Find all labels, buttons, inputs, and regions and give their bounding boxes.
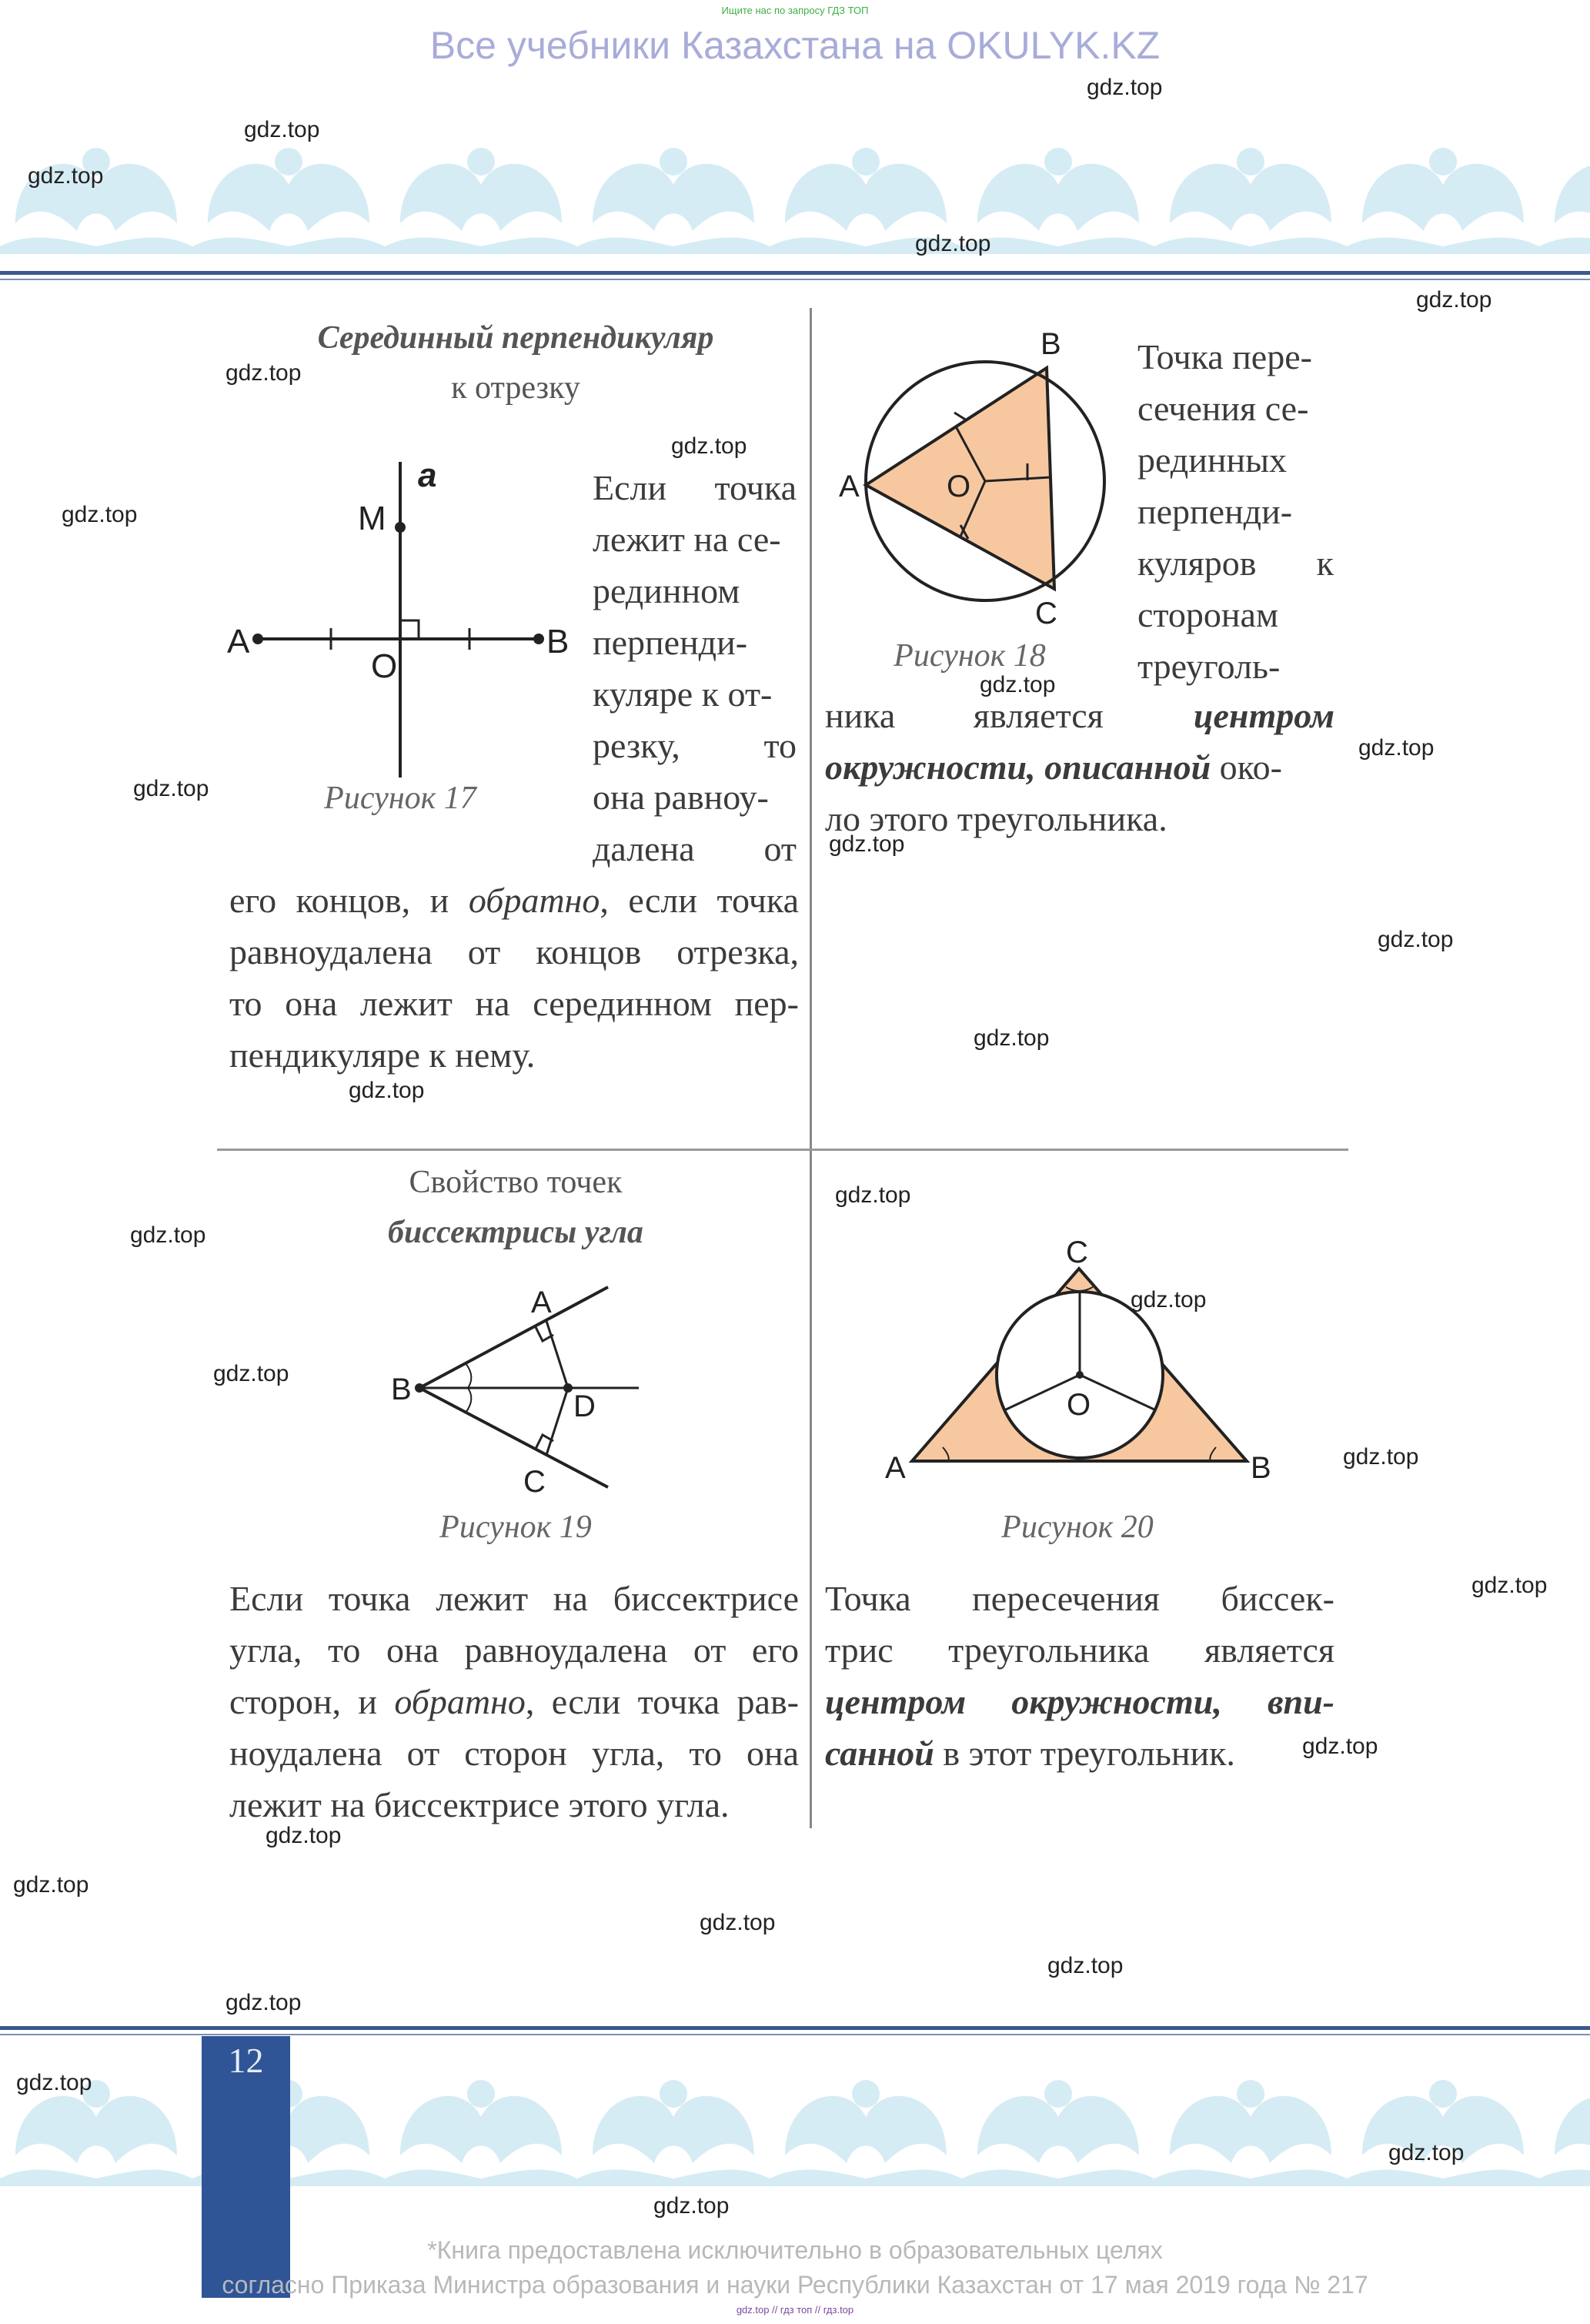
section3-heading: Свойство точек: [409, 1165, 623, 1200]
text-line: [825, 741, 1334, 793]
text-line: равноудалена от концов отрезка,: [229, 932, 799, 971]
text-line: рединном: [593, 571, 740, 610]
watermark: gdz.top: [213, 1361, 289, 1386]
watermark: gdz.top: [835, 1182, 911, 1208]
text-line: Если точка: [593, 468, 797, 507]
text-line: треуголь-: [1137, 647, 1281, 686]
watermark: gdz.top: [28, 163, 104, 189]
text-line: она равноу-: [593, 777, 769, 817]
text-line: куляре к от-: [593, 674, 773, 714]
row-divider: [217, 1149, 1348, 1151]
fig17-label-a-point: A: [227, 623, 250, 660]
column-divider: [810, 308, 812, 1828]
section1-subheading: к отрезку: [451, 370, 580, 406]
fig19-label-c: C: [523, 1465, 546, 1499]
watermark: gdz.top: [1416, 287, 1492, 313]
top-small-note: Ищите нас по запросу ГДЗ ТОП: [721, 5, 869, 16]
fig17-label-o: O: [371, 647, 398, 685]
text-line: Точка пересечения биссек-: [825, 1579, 1334, 1618]
text-part: ника является: [825, 696, 1104, 735]
text-line: резку, то: [593, 726, 797, 765]
text-line: Точка пере-: [1137, 337, 1312, 376]
top-rule: [0, 271, 1590, 275]
watermark: gdz.top: [1388, 2140, 1465, 2165]
text-line: ноудалена от сторон угла, то она: [229, 1734, 799, 1773]
watermark: gdz.top: [16, 2070, 92, 2095]
figure-20-caption: Рисунок 20: [1001, 1510, 1154, 1545]
fig20-label-b: B: [1251, 1451, 1271, 1485]
watermark: gdz.top: [349, 1078, 425, 1103]
text-line: перпенди-: [1137, 492, 1293, 531]
watermark: gdz.top: [13, 1872, 89, 1898]
section3-text: [229, 1573, 799, 1831]
fig20-label-c: C: [1066, 1239, 1088, 1269]
watermark: gdz.top: [671, 433, 747, 459]
fig18-label-c: C: [1035, 597, 1057, 630]
watermark: gdz.top: [62, 502, 138, 527]
section1-text-full: [229, 874, 799, 1081]
figure-19-caption: Рисунок 19: [439, 1510, 592, 1545]
watermark: gdz.top: [225, 1990, 302, 2015]
fig19-label-d: D: [573, 1389, 596, 1423]
site-title: Все учебники Казахстана на OKULYK.KZ: [429, 24, 1161, 67]
figure-17-caption: Рисунок 17: [324, 781, 476, 816]
fig18-label-o: O: [947, 470, 971, 503]
text-line: сторонам: [1137, 595, 1279, 634]
figure-17: [223, 446, 593, 785]
watermark: gdz.top: [1131, 1287, 1207, 1312]
section1-text-column: [593, 462, 797, 874]
text-line: перпенди-: [593, 623, 748, 662]
watermark: gdz.top: [1378, 927, 1454, 952]
watermark: gdz.top: [130, 1222, 206, 1248]
text-line: сечения се-: [1137, 389, 1309, 428]
fig17-label-b: B: [546, 623, 570, 660]
fig18-label-b: B: [1041, 327, 1061, 361]
bottom-rule: [0, 2026, 1590, 2030]
fig20-label-a: A: [885, 1451, 906, 1485]
section3-subheading: биссектрисы угла: [388, 1215, 643, 1250]
text-line: [825, 690, 1334, 741]
text-bold: санной: [825, 1734, 934, 1773]
text-part: сторон, и: [229, 1682, 395, 1721]
watermark: gdz.top: [133, 776, 209, 801]
text-bold: центром: [1193, 696, 1334, 735]
section2-text-column: [1137, 331, 1334, 692]
footer-line2: согласно Приказа Министра образования и науки Республики Казахстан от 17 мая 2019 года № 217: [222, 2271, 1368, 2299]
page-number: 12: [228, 2041, 264, 2080]
text-line: лежит на биссектрисе этого угла.: [229, 1785, 730, 1824]
text-line: рединных: [1137, 440, 1287, 480]
watermark: gdz.top: [829, 831, 905, 857]
watermark: gdz.top: [225, 360, 302, 386]
watermark: gdz.top: [1087, 75, 1163, 100]
watermark: gdz.top: [980, 672, 1056, 697]
fig17-label-a: a: [418, 456, 437, 494]
bottom-rule-thin: [0, 2034, 1590, 2035]
text-line: далена от: [593, 829, 797, 868]
watermark: gdz.top: [700, 1910, 776, 1935]
figure-20: [877, 1239, 1278, 1493]
text-line: трис треугольника является: [825, 1630, 1334, 1670]
figure-18: [831, 323, 1139, 639]
text-part: око-: [1211, 747, 1282, 787]
watermark: gdz.top: [653, 2193, 730, 2219]
text-line: то она лежит на серединном пер-: [229, 984, 799, 1023]
top-rule-thin: [0, 279, 1590, 280]
top-ornament: [0, 131, 1590, 254]
section4-text: [825, 1573, 1334, 1779]
text-bold: окружности, описанной: [825, 747, 1211, 787]
watermark: gdz.top: [1047, 1953, 1124, 1978]
footer-small: gdz.top // гдз топ // гдз.top: [736, 2304, 854, 2316]
text-line: [825, 1727, 1334, 1779]
text-part: в этот треугольник.: [934, 1734, 1235, 1773]
text-line: пендикуляре к нему.: [229, 1035, 536, 1075]
text-line: куляров к: [1137, 543, 1334, 583]
figure-18-caption: Рисунок 18: [894, 638, 1046, 674]
text-part: , если точка рав-: [525, 1682, 799, 1721]
text-line: его концов, и обратно, если точка: [229, 881, 800, 920]
fig19-label-a: A: [531, 1286, 552, 1319]
fig17-label-m: M: [358, 500, 386, 537]
figure-19: [385, 1278, 662, 1501]
fig19-label-b: B: [391, 1373, 412, 1406]
text-line: Если точка лежит на биссектрисе: [229, 1579, 799, 1618]
text-line: [229, 1676, 799, 1727]
watermark: gdz.top: [1358, 735, 1435, 761]
watermark: gdz.top: [244, 117, 320, 142]
watermark: gdz.top: [974, 1025, 1050, 1051]
watermark: gdz.top: [1471, 1573, 1548, 1598]
fig18-label-a: A: [839, 470, 860, 503]
watermark: gdz.top: [915, 231, 991, 256]
watermark: gdz.top: [1343, 1444, 1419, 1470]
section2-text-full: [825, 690, 1334, 844]
text-line: лежит на се-: [593, 520, 781, 559]
fig20-label-o: O: [1067, 1388, 1091, 1422]
text-line: центром окружности, впи-: [825, 1682, 1334, 1721]
text-italic: обратно: [394, 1682, 526, 1721]
section1-heading: Серединный перпендикуляр: [317, 320, 714, 356]
text-line: ло этого треугольника.: [825, 799, 1167, 838]
watermark: gdz.top: [266, 1823, 342, 1848]
footer-line1: *Книга предоставлена исключительно в образовательных целях: [427, 2236, 1163, 2264]
watermark: gdz.top: [1302, 1734, 1378, 1759]
text-line: угла, то она равноудалена от его: [229, 1630, 799, 1670]
